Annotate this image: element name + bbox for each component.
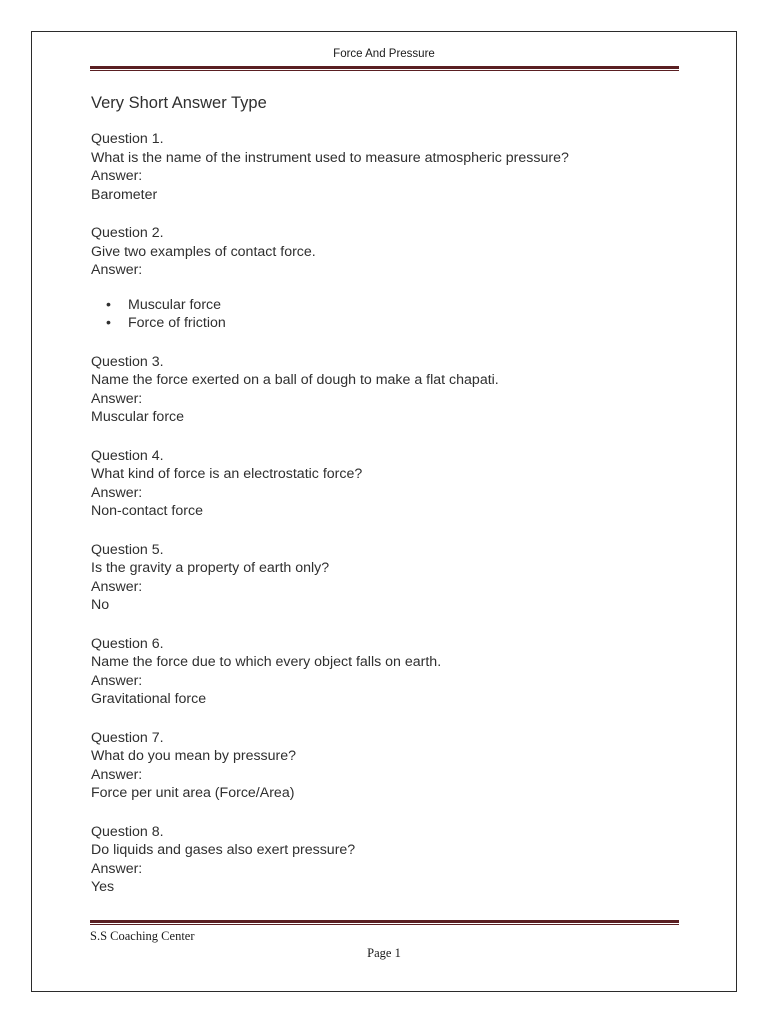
answer-label: Answer: <box>91 578 143 595</box>
question-label: Question 2. <box>91 225 164 241</box>
answer-label: Answer: <box>91 672 143 689</box>
question-block-4 <box>91 447 691 521</box>
question-label: Question 7. <box>91 729 164 746</box>
answer-label: Answer: <box>91 860 143 877</box>
question-text: Name the force due to which every object falls on earth. <box>91 654 442 670</box>
answer-text: No <box>91 597 110 613</box>
question-block-7 <box>91 729 691 803</box>
question-block-2 <box>91 224 691 333</box>
answer-text: Force per unit area (Force/Area) <box>91 785 295 801</box>
document-page <box>31 31 737 992</box>
question-label: Question 1. <box>91 131 164 147</box>
answer-text: Gravitational force <box>91 691 207 707</box>
bullet-icon: • <box>106 315 111 331</box>
question-block-1 <box>91 130 691 204</box>
question-label: Question 5. <box>91 541 164 558</box>
question-text: What is the name of the instrument used to measure atmospheric pressure? <box>91 149 569 166</box>
list-item <box>91 296 691 315</box>
footer-rule <box>90 920 679 925</box>
question-text: Do liquids and gases also exert pressure? <box>91 842 356 858</box>
question-label: Question 3. <box>91 353 164 370</box>
answer-text: Muscular force <box>91 409 185 425</box>
question-block-5 <box>91 541 691 615</box>
question-text: Give two examples of contact force. <box>91 243 316 260</box>
question-label: Question 8. <box>91 823 164 840</box>
question-block-6 <box>91 635 691 709</box>
answer-label: Answer: <box>91 766 143 783</box>
header-title: Force And Pressure <box>333 48 435 60</box>
answer-label: Answer: <box>91 168 143 184</box>
question-text: What do you mean by pressure? <box>91 748 297 764</box>
answer-text: Non-contact force <box>91 503 203 519</box>
question-text: What kind of force is an electrostatic force? <box>91 466 363 482</box>
bullet-icon: • <box>106 296 111 313</box>
footer-organization: S.S Coaching Center <box>90 929 195 943</box>
answer-label: Answer: <box>91 390 143 407</box>
question-text: Name the force exerted on a ball of dough to make a flat chapati. <box>91 372 499 388</box>
list-item-text: Muscular force <box>128 296 222 313</box>
question-block-8 <box>91 823 691 897</box>
list-item <box>91 314 691 333</box>
answer-label: Answer: <box>91 484 143 501</box>
header-rule <box>90 66 679 71</box>
question-text: Is the gravity a property of earth only? <box>91 560 330 576</box>
answer-text: Yes <box>91 879 115 895</box>
section-heading: Very Short Answer Type <box>91 94 267 112</box>
page-content <box>91 92 691 917</box>
list-item-text: Force of friction <box>128 315 226 331</box>
question-label: Question 4. <box>91 447 164 464</box>
page-number: Page 1 <box>367 946 401 960</box>
question-label: Question 6. <box>91 635 164 652</box>
question-block-3 <box>91 353 691 427</box>
answer-label: Answer: <box>91 262 143 278</box>
answer-list <box>91 296 691 333</box>
answer-text: Barometer <box>91 186 158 203</box>
